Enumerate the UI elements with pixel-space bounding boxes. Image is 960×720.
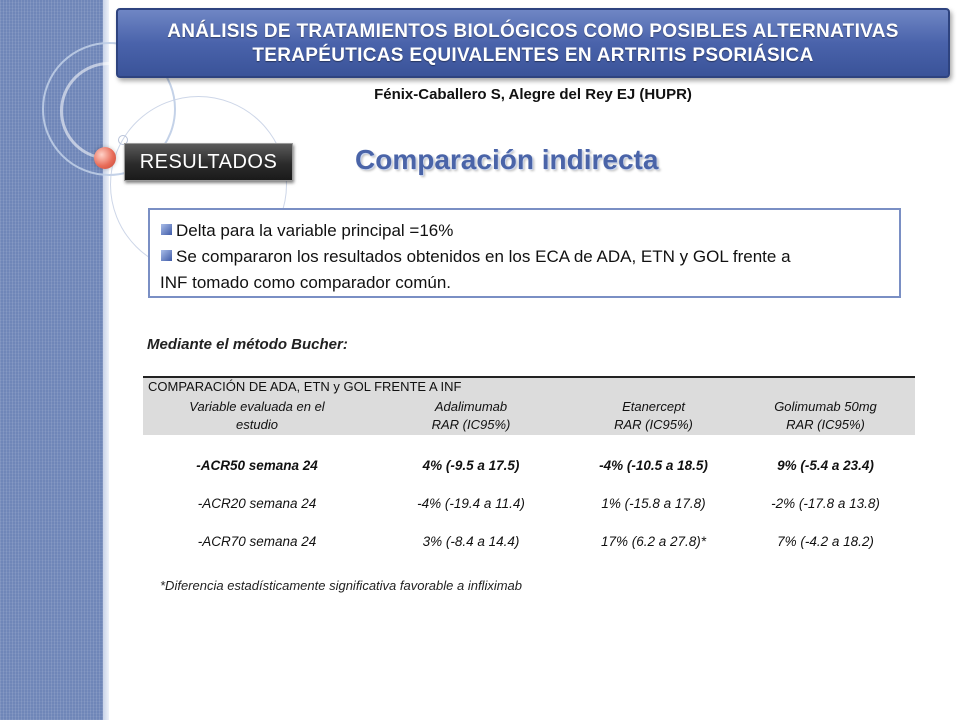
cell-variable: -ACR50 semana 24 [196, 458, 318, 473]
decorative-red-dot [94, 147, 116, 169]
table-header [143, 378, 915, 435]
cell-golimumab: 7% (-4.2 a 18.2) [777, 534, 874, 549]
cell-golimumab: 9% (-5.4 a 23.4) [777, 458, 874, 473]
cell-etanercept: -4% (-10.5 a 18.5) [599, 458, 708, 473]
table-title: COMPARACIÓN DE ADA, ETN y GOL FRENTE A INF [148, 379, 462, 394]
title-line-2: TERAPÉUTICAS EQUIVALENTES EN ARTRITIS PSORIÁSICA [252, 45, 814, 66]
header-variable [143, 398, 371, 434]
header-adalimumab-line2: RAR (IC95%) [431, 417, 511, 432]
bullet-text: Delta para la variable principal =16% [176, 221, 454, 240]
bullet-square-icon [161, 224, 172, 235]
cell-variable: -ACR70 semana 24 [197, 534, 317, 549]
header-golimumab-line1: Golimumab 50mg [774, 399, 877, 414]
title-banner [116, 8, 950, 78]
header-etanercept-line1: Etanercept [622, 399, 685, 414]
table-row [143, 524, 915, 562]
section-heading: Comparación indirecta [355, 144, 659, 175]
cell-etanercept: 17% (6.2 a 27.8)* [600, 534, 707, 549]
table-spacer [143, 435, 915, 448]
header-golimumab-line2: RAR (IC95%) [786, 417, 865, 432]
header-etanercept-line2: RAR (IC95%) [614, 417, 693, 432]
header-variable-line2: estudio [236, 417, 278, 432]
section-label: RESULTADOS [124, 143, 293, 181]
bullet-item [160, 218, 889, 244]
header-variable-line1: Variable evaluada en el [189, 399, 325, 414]
header-adalimumab-line1: Adalimumab [434, 399, 508, 414]
bullet-box [148, 208, 901, 298]
cell-etanercept: 1% (-15.8 a 17.8) [601, 496, 706, 511]
bullet-square-icon [161, 250, 172, 261]
method-label: Mediante el método Bucher: [147, 336, 348, 353]
authors: Fénix-Caballero S, Alegre del Rey EJ (HUPR) [374, 86, 692, 103]
bullet-item [160, 244, 889, 270]
header-etanercept [571, 398, 736, 434]
bullet-text-continued: INF tomado como comparador común. [160, 273, 452, 292]
footnote: *Diferencia estadísticamente significativa favorable a infliximab [160, 578, 523, 593]
header-adalimumab [371, 398, 571, 434]
cell-golimumab: -2% (-17.8 a 13.8) [771, 496, 880, 511]
header-golimumab [736, 398, 915, 434]
table-row [143, 486, 915, 524]
cell-adalimumab: 4% (-9.5 a 17.5) [422, 458, 520, 473]
results-table [143, 376, 915, 562]
bullet-text: Se compararon los resultados obtenidos en los ECA de ADA, ETN y GOL frente a [176, 247, 791, 266]
title-line-1: ANÁLISIS DE TRATAMIENTOS BIOLÓGICOS COMO POSIBLES ALTERNATIVAS [167, 21, 899, 42]
cell-variable: -ACR20 semana 24 [197, 496, 317, 511]
cell-adalimumab: 3% (-8.4 a 14.4) [422, 534, 520, 549]
table-row [143, 448, 915, 486]
cell-adalimumab: -4% (-19.4 a 11.4) [417, 496, 525, 511]
